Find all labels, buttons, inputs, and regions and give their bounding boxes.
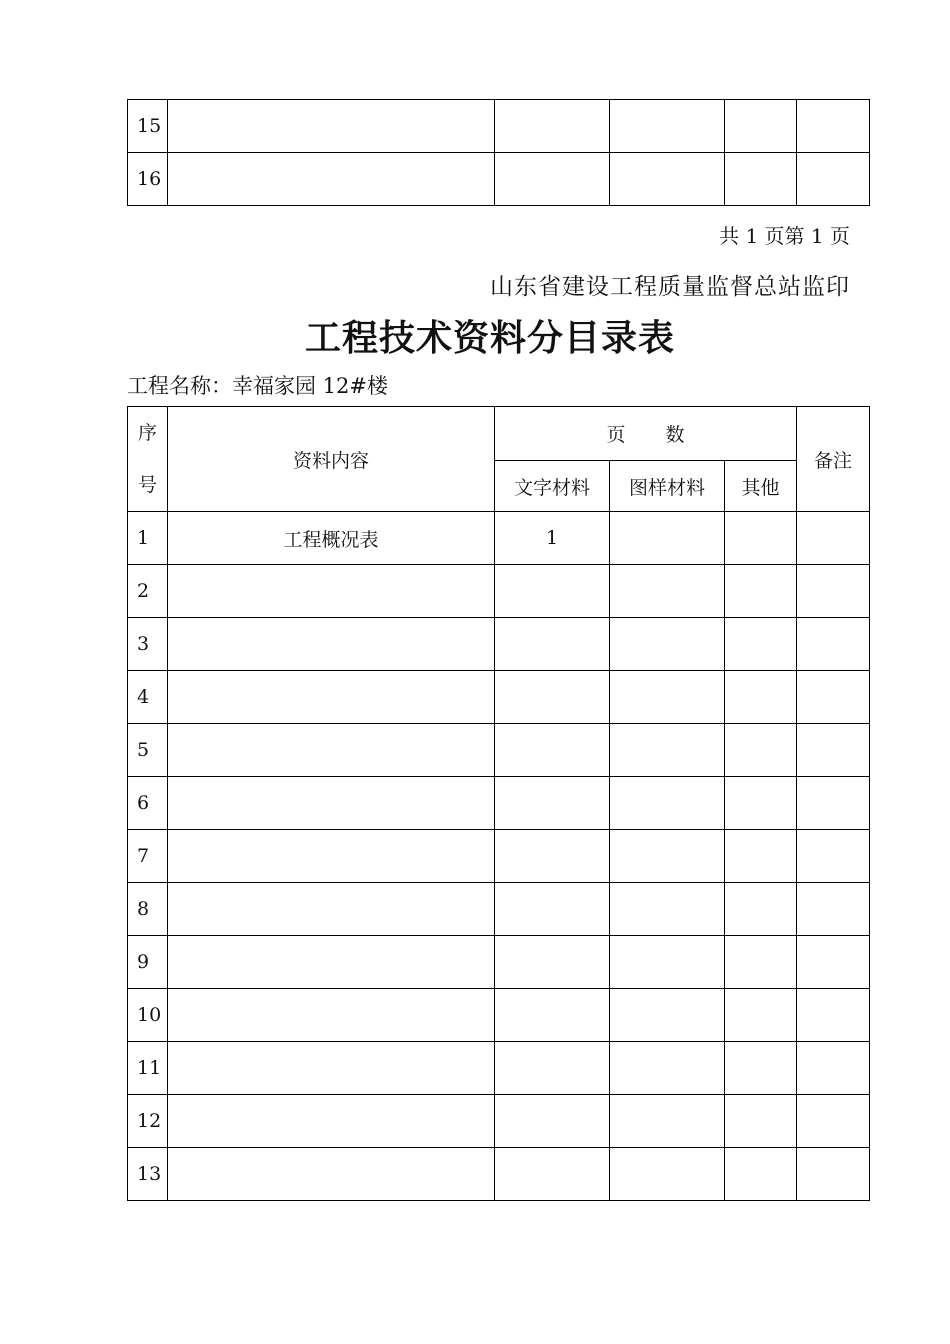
supervisor-stamp-text: 山东省建设工程质量监督总站监印	[490, 274, 850, 300]
text-pages-cell	[495, 618, 610, 671]
other-pages-cell	[725, 989, 797, 1042]
table-row	[128, 1095, 870, 1148]
row-number: 1	[128, 512, 168, 565]
row-number: 10	[128, 989, 168, 1042]
drawing-pages-cell	[610, 883, 725, 936]
drawing-pages-cell	[610, 618, 725, 671]
other-pages-cell	[725, 1042, 797, 1095]
other-pages-cell	[725, 724, 797, 777]
table-row	[128, 989, 870, 1042]
catalog-table	[127, 406, 870, 1201]
table-row	[128, 671, 870, 724]
content-cell	[168, 989, 495, 1042]
drawing-pages-cell	[610, 100, 725, 153]
text-pages-cell	[495, 830, 610, 883]
text-pages-cell	[495, 777, 610, 830]
row-number: 8	[128, 883, 168, 936]
row-number: 4	[128, 671, 168, 724]
drawing-pages-cell	[610, 830, 725, 883]
text-pages-cell	[495, 153, 610, 206]
page-title: 工程技术资料分目录表	[304, 317, 675, 359]
row-number: 3	[128, 618, 168, 671]
other-pages-cell	[725, 618, 797, 671]
content-cell	[168, 724, 495, 777]
content-cell	[168, 883, 495, 936]
other-pages-cell	[725, 936, 797, 989]
text-pages-cell	[495, 671, 610, 724]
row-number: 5	[128, 724, 168, 777]
content-cell	[168, 777, 495, 830]
text-pages-cell	[495, 1148, 610, 1201]
other-pages-cell	[725, 830, 797, 883]
project-name: 工程名称：幸福家园 12#楼	[127, 374, 388, 398]
table-row	[128, 565, 870, 618]
header-pages	[495, 407, 797, 461]
remark-cell	[797, 830, 870, 883]
header-seq-line2: 号	[137, 474, 157, 496]
text-pages-cell	[495, 565, 610, 618]
other-pages-cell	[725, 153, 797, 206]
row-number: 13	[128, 1148, 168, 1201]
drawing-pages-cell	[610, 565, 725, 618]
remark-cell	[797, 1042, 870, 1095]
table-row	[128, 153, 870, 206]
remark-cell	[797, 777, 870, 830]
content-cell	[168, 1148, 495, 1201]
table-row	[128, 618, 870, 671]
header-seq	[128, 407, 168, 512]
text-pages-cell: 1	[495, 512, 610, 565]
content-cell	[168, 936, 495, 989]
text-pages-cell	[495, 1042, 610, 1095]
content-cell	[168, 153, 495, 206]
content-cell: 工程概况表	[168, 512, 495, 565]
header-drawing-material: 图样材料	[610, 461, 725, 512]
header-content: 资料内容	[168, 407, 495, 512]
other-pages-cell	[725, 565, 797, 618]
row-number: 11	[128, 1042, 168, 1095]
other-pages-cell	[725, 777, 797, 830]
row-number: 7	[128, 830, 168, 883]
drawing-pages-cell	[610, 1148, 725, 1201]
text-pages-cell	[495, 100, 610, 153]
drawing-pages-cell	[610, 1095, 725, 1148]
header-seq-line1: 序	[137, 422, 157, 444]
table-row	[128, 883, 870, 936]
table-row	[128, 512, 870, 565]
drawing-pages-cell	[610, 153, 725, 206]
other-pages-cell	[725, 512, 797, 565]
header-other: 其他	[725, 461, 797, 512]
table-row	[128, 936, 870, 989]
remark-cell	[797, 100, 870, 153]
text-pages-cell	[495, 724, 610, 777]
header-remark: 备注	[797, 407, 870, 512]
remark-cell	[797, 936, 870, 989]
header-row	[128, 407, 870, 461]
other-pages-cell	[725, 1148, 797, 1201]
drawing-pages-cell	[610, 1042, 725, 1095]
remark-cell	[797, 565, 870, 618]
content-cell	[168, 1095, 495, 1148]
remark-cell	[797, 153, 870, 206]
row-number: 9	[128, 936, 168, 989]
row-number: 6	[128, 777, 168, 830]
drawing-pages-cell	[610, 936, 725, 989]
text-pages-cell	[495, 1095, 610, 1148]
table-row	[128, 724, 870, 777]
header-pages-label: 页数	[606, 424, 725, 446]
drawing-pages-cell	[610, 777, 725, 830]
text-pages-cell	[495, 883, 610, 936]
row-number: 16	[128, 153, 168, 206]
table-row	[128, 100, 870, 153]
content-cell	[168, 618, 495, 671]
content-cell	[168, 1042, 495, 1095]
header-text-material: 文字材料	[495, 461, 610, 512]
remark-cell	[797, 1095, 870, 1148]
row-number: 12	[128, 1095, 168, 1148]
table-row	[128, 777, 870, 830]
remark-cell	[797, 883, 870, 936]
content-cell	[168, 100, 495, 153]
other-pages-cell	[725, 883, 797, 936]
content-cell	[168, 671, 495, 724]
drawing-pages-cell	[610, 512, 725, 565]
remark-cell	[797, 618, 870, 671]
other-pages-cell	[725, 671, 797, 724]
row-number: 2	[128, 565, 168, 618]
drawing-pages-cell	[610, 989, 725, 1042]
remark-cell	[797, 1148, 870, 1201]
text-pages-cell	[495, 989, 610, 1042]
row-number: 15	[128, 100, 168, 153]
remark-cell	[797, 724, 870, 777]
table-row	[128, 1148, 870, 1201]
page-count: 共 1 页第 1 页	[719, 224, 850, 248]
other-pages-cell	[725, 100, 797, 153]
previous-page-table	[127, 99, 870, 206]
remark-cell	[797, 989, 870, 1042]
text-pages-cell	[495, 936, 610, 989]
other-pages-cell	[725, 1095, 797, 1148]
drawing-pages-cell	[610, 671, 725, 724]
remark-cell	[797, 671, 870, 724]
table-row	[128, 830, 870, 883]
table-row	[128, 1042, 870, 1095]
drawing-pages-cell	[610, 724, 725, 777]
content-cell	[168, 830, 495, 883]
content-cell	[168, 565, 495, 618]
remark-cell	[797, 512, 870, 565]
